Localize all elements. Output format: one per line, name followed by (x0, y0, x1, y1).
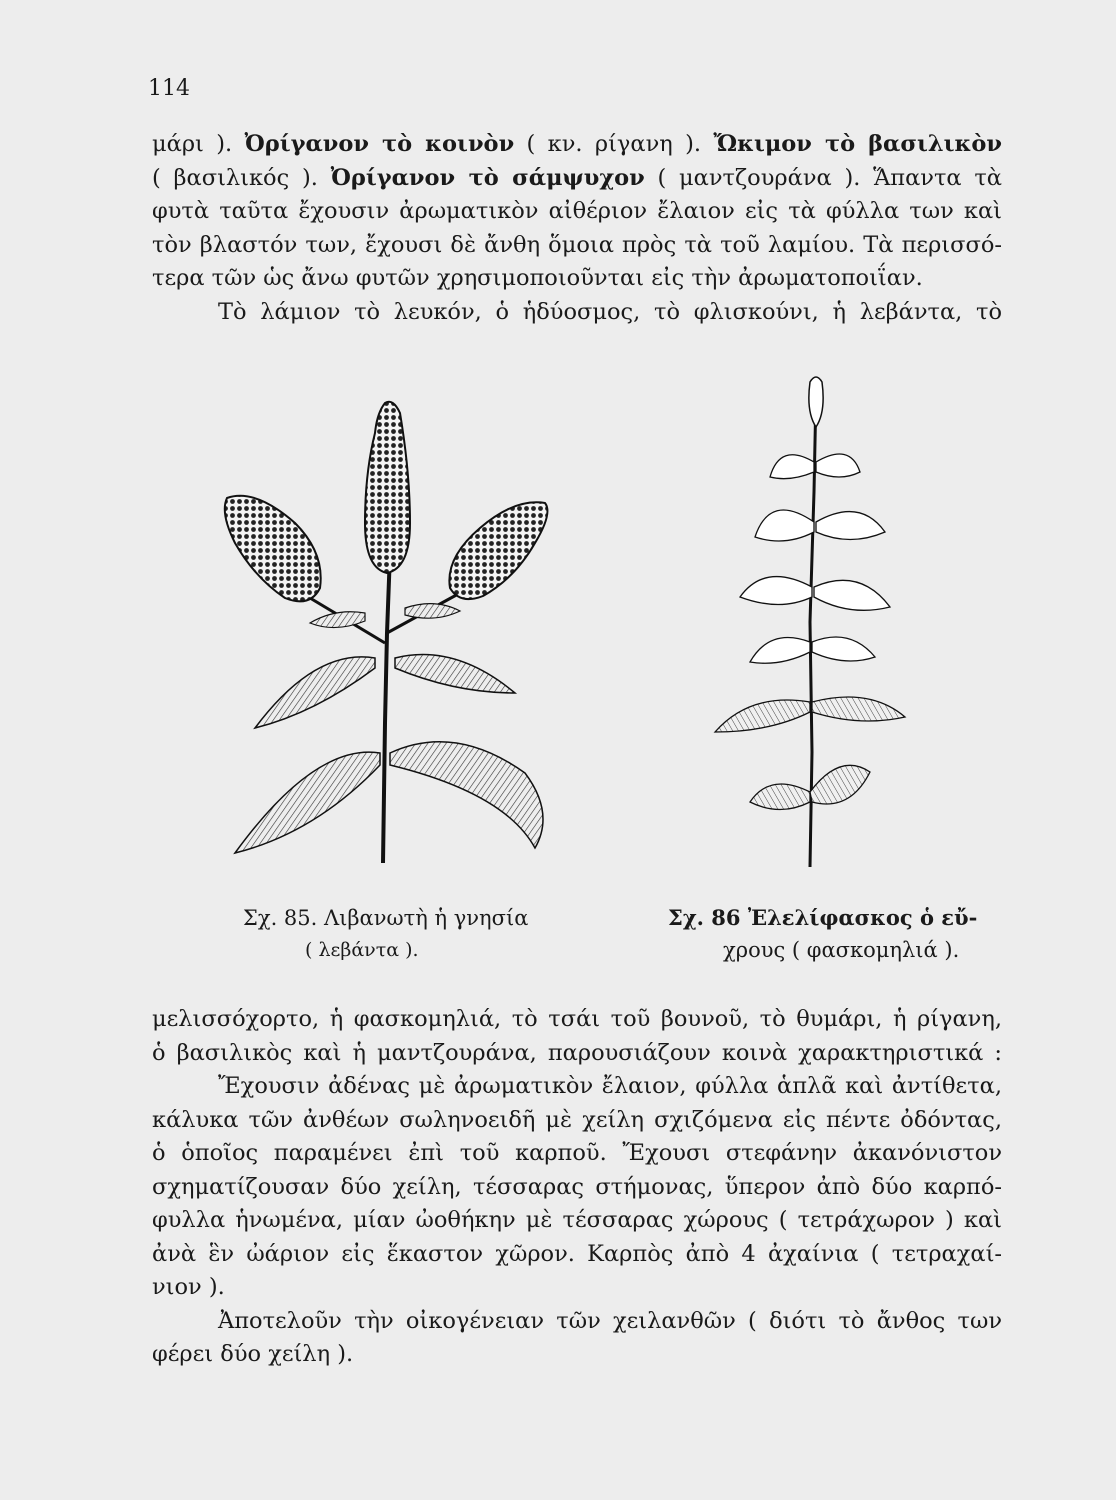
sage-illustration (710, 372, 910, 872)
text-line: κάλυκα τῶν ἀνθέων σωληνοειδῆ μὲ χείλη σχιζόμενα εἰς πέντε ὀδόντας, (152, 1106, 1002, 1133)
term-origanum-vulgare: Ὀρίγανον τὸ κοινὸν (244, 131, 515, 157)
text-line (152, 162, 1002, 196)
text-line: ὁ ὁποῖος παραμένει ἐπὶ τοῦ καρποῦ. Ἔχουσι στεφάνην ἀκανόνιστον (152, 1140, 1002, 1166)
text-line: ὁ βασιλικὸς καὶ ἡ μαντζουράνα, παρουσιάζουν κοινὰ χαρακτηριστικά : (152, 1039, 1002, 1066)
text-run: ( κν. ρίγανη ). (514, 131, 714, 157)
text-run: ( μαντζουράνα ). Ἅπαντα τὰ (644, 164, 1002, 191)
text-line: Τὸ λάμιον τὸ λευκόν, ὁ ἡδύοσμος, τὸ φλισκούνι, ἡ λεβάντα, τὸ (218, 298, 1002, 325)
text-line: Ἀποτελοῦν τὴν οἰκογένειαν τῶν χειλανθῶν ( διότι τὸ ἄνθος των (218, 1307, 1002, 1334)
bottom-paragraph (152, 1003, 1002, 1372)
lavender-illustration (215, 393, 560, 873)
text-line: φέρει δύο χείλη ). (152, 1341, 354, 1367)
text-run: μάρι ). (152, 131, 245, 157)
text-line: φυλλα ἡνωμένα, μίαν ὠοθήκην μὲ τέσσαρας χώρους ( τετράχωρον ) καὶ (152, 1207, 1002, 1233)
text-line: σχηματίζουσαν δύο χείλη, τέσσαρας στήμονας, ὕπερον ἀπὸ δύο καρπό- (152, 1173, 1002, 1200)
text-line: ἀνὰ ἓν ὠάριον εἰς ἕκαστον χῶρον. Καρπὸς ἀπὸ 4 ἀχαίνια ( τετραχαί- (152, 1240, 1002, 1267)
term-origanum-majorana: Ὀρίγανον τὸ σάμψυχον (330, 164, 645, 191)
text-line: φυτὰ ταῦτα ἔχουσιν ἀρωματικὸν αἰθέριον ἔλαιον εἰς τὰ φύλλα των καὶ (152, 198, 1002, 224)
term-ocimum-basilicum: Ὤκιμον τὸ βασιλικὸν (713, 131, 1002, 157)
top-paragraph (152, 128, 1002, 329)
caption-common-name: χρους ( φασκομηλιά ). (723, 938, 960, 962)
text-line: μελισσόχορτο, ἡ φασκομηλιά, τὸ τσάι τοῦ βουνοῦ, τὸ θυμάρι, ἡ ρίγανη, (152, 1006, 1002, 1032)
text-run: ( βασιλικός ). (152, 164, 331, 191)
caption-title: Σχ. 85. Λιβανωτὴ ἡ γνησία (243, 906, 529, 930)
text-line: τερα τῶν ὡς ἄνω φυτῶν χρησιμοποιοῦνται εἰς τὴν ἀρωματοποιΐαν. (152, 265, 923, 291)
caption-common-name: ( λεβάντα ). (305, 939, 419, 961)
text-line: τὸν βλαστόν των, ἔχουσι δὲ ἄνθη ὅμοια πρὸς τὰ τοῦ λαμίου. Τὰ περισσό- (152, 231, 1002, 258)
caption-title: Σχ. 86 Ἐλελίφασκος ὁ εὔ- (668, 905, 978, 930)
text-line: νιον ). (152, 1274, 225, 1300)
figure-85-caption (243, 902, 583, 966)
page-number: 114 (148, 76, 190, 101)
figure-86-caption (668, 902, 1008, 966)
text-line: Ἔχουσιν ἀδένας μὲ ἀρωματικὸν ἔλαιον, φύλλα ἁπλᾶ καὶ ἀντίθετα, (218, 1073, 1002, 1099)
text-line (152, 128, 1002, 162)
